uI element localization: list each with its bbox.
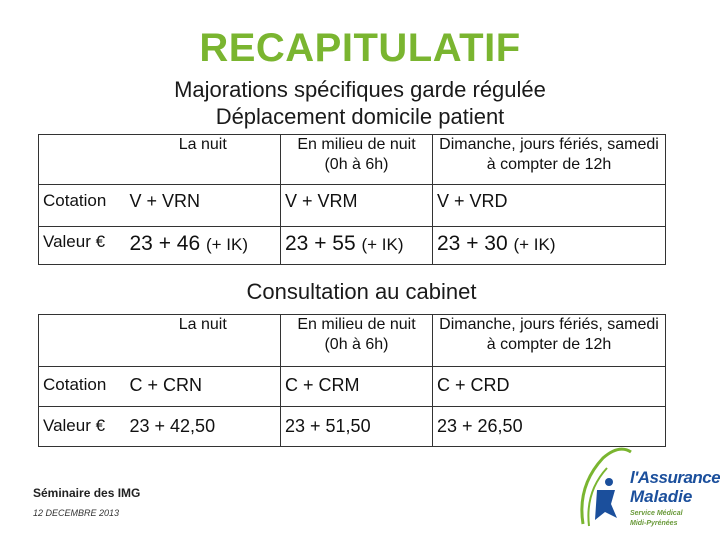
- table-header-row: [39, 135, 666, 185]
- row-label-valeur: Valeur €: [39, 227, 126, 265]
- table-header-row: [39, 315, 666, 367]
- logo-emblem-icon: [573, 446, 633, 536]
- cell-valeur-nuit: [126, 227, 281, 265]
- header-milieu-de-nuit: En milieu de nuit (0h à 6h): [281, 315, 433, 367]
- logo-text-region: Midi-Pyrénées: [630, 520, 678, 527]
- cell-valeur-dimanche: [433, 227, 666, 265]
- valeur-amount: 23 + 30: [437, 232, 514, 255]
- subtitle-line-2: Déplacement domicile patient: [215, 104, 505, 129]
- header-la-nuit: La nuit: [126, 135, 281, 185]
- header-la-nuit: La nuit: [126, 315, 281, 367]
- header-cell-empty: [39, 315, 126, 367]
- section-title-consultation: Consultation au cabinet: [246, 279, 477, 304]
- cell-valeur-nuit: 23 + 42,50: [126, 407, 281, 447]
- table-row-cotation: [39, 367, 666, 407]
- logo-text-assurance: l'Assurance: [630, 468, 720, 487]
- footer-seminar: Séminaire des IMG: [33, 486, 141, 500]
- cell-cotation-milieu-nuit: V + VRM: [281, 185, 433, 227]
- valeur-amount: 23 + 46: [129, 232, 206, 255]
- cell-cotation-milieu-nuit: C + CRM: [281, 367, 433, 407]
- logo-text-service: Service Médical: [630, 510, 683, 517]
- header-milieu-de-nuit: En milieu de nuit (0h à 6h): [281, 135, 433, 185]
- page-title: RECAPITULATIF: [199, 26, 521, 70]
- row-label-cotation: Cotation: [39, 367, 126, 407]
- valeur-ik: (+ IK): [513, 235, 556, 254]
- row-label-valeur: Valeur €: [39, 407, 126, 447]
- header-dimanche-feries: Dimanche, jours fériés, samedi à compter de 12h: [433, 315, 666, 367]
- cell-cotation-nuit: C + CRN: [126, 367, 281, 407]
- subtitle: [110, 76, 610, 130]
- row-label-cotation: Cotation: [39, 185, 126, 227]
- logo-text-maladie: Maladie: [630, 487, 693, 506]
- header-dimanche-feries: Dimanche, jours fériés, samedi à compter de 12h: [433, 135, 666, 185]
- assurance-maladie-logo: [573, 446, 720, 536]
- footer-date: 12 DECEMBRE 2013: [33, 508, 120, 518]
- cell-valeur-milieu-nuit: 23 + 51,50: [281, 407, 433, 447]
- cell-cotation-dimanche: V + VRD: [433, 185, 666, 227]
- cell-cotation-dimanche: C + CRD: [433, 367, 666, 407]
- table-row-cotation: [39, 185, 666, 227]
- subtitle-line-1: Majorations spécifiques garde régulée: [174, 77, 546, 102]
- header-cell-empty: [39, 135, 126, 185]
- table-row-valeur: [39, 407, 666, 447]
- cell-valeur-milieu-nuit: [281, 227, 433, 265]
- table-consultation-cabinet: [38, 314, 666, 447]
- valeur-ik: (+ IK): [361, 235, 404, 254]
- valeur-ik: (+ IK): [205, 235, 249, 254]
- cell-cotation-nuit: V + VRN: [126, 185, 281, 227]
- table-deplacement-domicile: [38, 134, 666, 265]
- table-row-valeur: [39, 227, 666, 265]
- valeur-amount: 23 + 55: [285, 232, 362, 255]
- cell-valeur-dimanche: 23 + 26,50: [433, 407, 666, 447]
